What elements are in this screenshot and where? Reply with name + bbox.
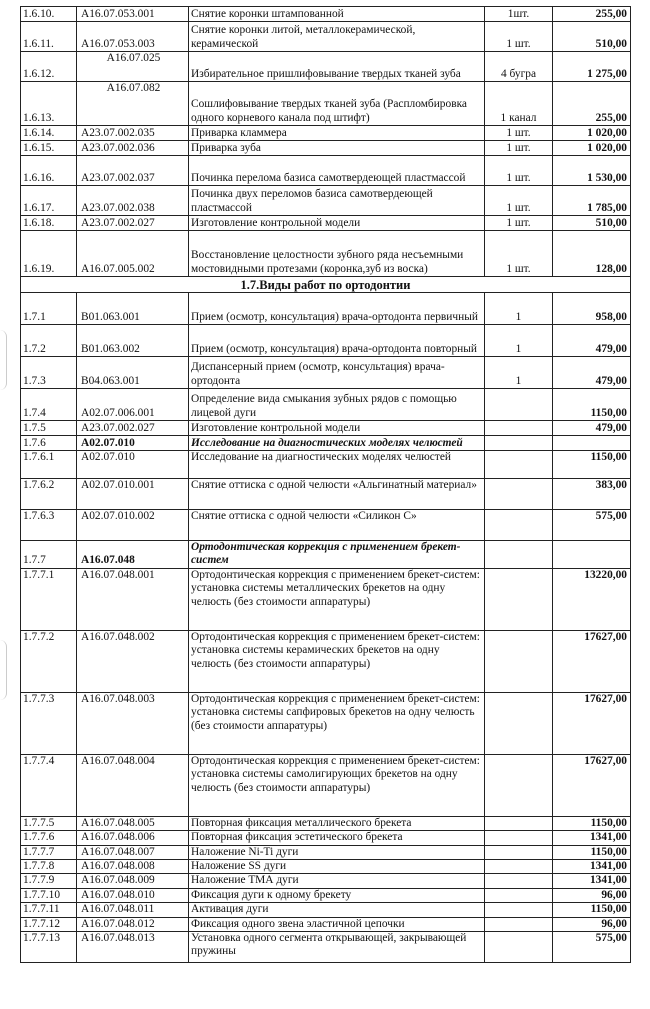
service-code: А16.07.048.010 — [77, 888, 189, 902]
row-number: 1.6.13. — [21, 82, 77, 126]
table-row — [21, 816, 631, 830]
table-row — [21, 141, 631, 156]
service-code: А16.07.048.005 — [77, 816, 189, 830]
row-number: 1.6.14. — [21, 126, 77, 141]
row-number: 1.7.6.3 — [21, 510, 77, 541]
table-group-row — [21, 541, 631, 569]
service-code: А16.07.082 — [77, 82, 189, 126]
row-number: 1.7.7.3 — [21, 692, 77, 754]
table-group-row — [21, 436, 631, 451]
row-number: 1.6.10. — [21, 7, 77, 22]
price-value: 17627,00 — [553, 692, 631, 754]
price-value: 255,00 — [553, 82, 631, 126]
service-name: Установка одного сегмента открывающей, закрывающей пружины — [189, 932, 485, 963]
service-code: А16.07.053.003 — [77, 22, 189, 52]
service-name: Повторная фиксация металлического брекета — [189, 816, 485, 830]
unit-quantity: 1 шт. — [485, 126, 553, 141]
service-code: А16.07.048.012 — [77, 917, 189, 931]
row-number: 1.7.7.12 — [21, 917, 77, 931]
row-number: 1.6.17. — [21, 186, 77, 216]
service-code: А23.07.002.037 — [77, 156, 189, 186]
unit-quantity: 1 — [485, 357, 553, 389]
service-code: А16.07.048 — [77, 541, 189, 569]
service-code: А02.07.010 — [77, 436, 189, 451]
price-value: 1 275,00 — [553, 52, 631, 82]
price-value: 1150,00 — [553, 903, 631, 917]
row-number: 1.7.7.13 — [21, 932, 77, 963]
table-row — [21, 82, 631, 126]
price-value: 1 530,00 — [553, 156, 631, 186]
price-value — [553, 436, 631, 451]
row-number: 1.7.6.1 — [21, 451, 77, 479]
service-code: А16.07.048.009 — [77, 874, 189, 888]
unit-quantity: 1 шт. — [485, 231, 553, 277]
service-name: Приварка кламмера — [189, 126, 485, 141]
row-number: 1.7.7.10 — [21, 888, 77, 902]
table-row — [21, 831, 631, 845]
unit-quantity — [485, 479, 553, 510]
service-code: А16.07.053.001 — [77, 7, 189, 22]
unit-quantity — [485, 510, 553, 541]
table-row — [21, 357, 631, 389]
service-code: А16.07.048.006 — [77, 831, 189, 845]
table-row — [21, 630, 631, 692]
service-name: Ортодонтическая коррекция с применением брекет-систем — [189, 541, 485, 569]
service-code: А16.07.048.008 — [77, 860, 189, 874]
unit-quantity — [485, 436, 553, 451]
table-row — [21, 231, 631, 277]
price-value: 1341,00 — [553, 831, 631, 845]
table-row — [21, 325, 631, 357]
price-value: 575,00 — [553, 932, 631, 963]
service-name: Прием (осмотр, консультация) врача-ортодонта повторный — [189, 325, 485, 357]
scan-mark — [0, 640, 7, 700]
price-value: 1 020,00 — [553, 141, 631, 156]
price-value: 383,00 — [553, 479, 631, 510]
service-name: Наложение Ni-Ti дуги — [189, 845, 485, 859]
service-name: Исследование на диагностических моделях челюстей — [189, 451, 485, 479]
service-code: А02.07.006.001 — [77, 389, 189, 421]
price-value: 96,00 — [553, 917, 631, 931]
row-number: 1.7.7 — [21, 541, 77, 569]
service-code: А16.07.048.002 — [77, 630, 189, 692]
price-value: 13220,00 — [553, 568, 631, 630]
unit-quantity: 1 шт. — [485, 156, 553, 186]
service-name: Сошлифовывание твердых тканей зуба (Распломбировка одного корневого канала под штифт) — [189, 82, 485, 126]
service-code: А02.07.010.002 — [77, 510, 189, 541]
unit-quantity: 1 шт. — [485, 186, 553, 216]
row-number: 1.7.2 — [21, 325, 77, 357]
table-row — [21, 917, 631, 931]
table-row — [21, 479, 631, 510]
service-name: Снятие коронки штампованной — [189, 7, 485, 22]
service-name: Активация дуги — [189, 903, 485, 917]
table-row — [21, 22, 631, 52]
service-name: Приварка зуба — [189, 141, 485, 156]
service-name: Снятие оттиска с одной челюсти «Альгинатный материал» — [189, 479, 485, 510]
price-value: 1150,00 — [553, 845, 631, 859]
service-code: А23.07.002.036 — [77, 141, 189, 156]
table-row — [21, 389, 631, 421]
table-section-prosthetics — [21, 7, 631, 277]
price-value: 17627,00 — [553, 630, 631, 692]
section-header-row — [21, 277, 631, 293]
unit-quantity: 1шт. — [485, 7, 553, 22]
table-row — [21, 293, 631, 325]
service-name: Ортодонтическая коррекция с применением брекет-систем: установка системы самолигирующих брекетов на одну челюсть (без стоимости аппаратуры) — [189, 754, 485, 816]
unit-quantity: 1 шт. — [485, 22, 553, 52]
service-name: Изготовление контрольной модели — [189, 216, 485, 231]
unit-quantity — [485, 845, 553, 859]
unit-quantity — [485, 831, 553, 845]
row-number: 1.7.7.2 — [21, 630, 77, 692]
price-value: 1341,00 — [553, 874, 631, 888]
service-name: Починка перелома базиса самотвердеющей пластмассой — [189, 156, 485, 186]
service-code: А02.07.010.001 — [77, 479, 189, 510]
row-number: 1.6.19. — [21, 231, 77, 277]
table-section-orthodontics — [21, 293, 631, 963]
price-value: 1150,00 — [553, 816, 631, 830]
row-number: 1.7.7.5 — [21, 816, 77, 830]
price-value: 1341,00 — [553, 860, 631, 874]
table-row — [21, 903, 631, 917]
row-number: 1.7.7.1 — [21, 568, 77, 630]
row-number: 1.7.7.8 — [21, 860, 77, 874]
service-code: А16.07.048.001 — [77, 568, 189, 630]
row-number: 1.6.12. — [21, 52, 77, 82]
service-name: Снятие оттиска с одной челюсти «Силикон С» — [189, 510, 485, 541]
unit-quantity — [485, 692, 553, 754]
table-row — [21, 52, 631, 82]
service-code: А16.07.025 — [77, 52, 189, 82]
table-row — [21, 216, 631, 231]
service-code: А23.07.002.035 — [77, 126, 189, 141]
row-number: 1.7.6.2 — [21, 479, 77, 510]
row-number: 1.7.7.4 — [21, 754, 77, 816]
table-row — [21, 692, 631, 754]
price-value: 128,00 — [553, 231, 631, 277]
table-row — [21, 451, 631, 479]
row-number: 1.7.3 — [21, 357, 77, 389]
unit-quantity — [485, 874, 553, 888]
service-code: А16.07.048.003 — [77, 692, 189, 754]
unit-quantity — [485, 568, 553, 630]
price-value: 479,00 — [553, 357, 631, 389]
service-name: Диспансерный прием (осмотр, консультация) врача-ортодонта — [189, 357, 485, 389]
row-number: 1.7.6 — [21, 436, 77, 451]
unit-quantity: 1 — [485, 293, 553, 325]
service-code: А23.07.002.038 — [77, 186, 189, 216]
price-value — [553, 541, 631, 569]
unit-quantity — [485, 860, 553, 874]
service-code: В01.063.002 — [77, 325, 189, 357]
price-value: 958,00 — [553, 293, 631, 325]
section-title: 1.7.Виды работ по ортодонтии — [21, 277, 631, 293]
unit-quantity — [485, 917, 553, 931]
unit-quantity: 1 — [485, 325, 553, 357]
service-name: Повторная фиксация эстетического брекета — [189, 831, 485, 845]
service-name: Восстановление целостности зубного ряда несъемными мостовидными протезами (коронка,зуб из воска) — [189, 231, 485, 277]
unit-quantity — [485, 451, 553, 479]
unit-quantity: 1 канал — [485, 82, 553, 126]
price-value: 1150,00 — [553, 389, 631, 421]
price-value: 510,00 — [553, 216, 631, 231]
price-value: 255,00 — [553, 7, 631, 22]
service-code: А16.07.048.004 — [77, 754, 189, 816]
service-name: Фиксация дуги к одному брекету — [189, 888, 485, 902]
service-name: Починка двух переломов базиса самотвердеющей пластмассой — [189, 186, 485, 216]
service-code: В04.063.001 — [77, 357, 189, 389]
service-name: Избирательное пришлифовывание твердых тканей зуба — [189, 52, 485, 82]
row-number: 1.7.5 — [21, 421, 77, 436]
service-name: Фиксация одного звена эластичной цепочки — [189, 917, 485, 931]
row-number: 1.6.16. — [21, 156, 77, 186]
price-list-page — [20, 6, 630, 963]
price-value: 575,00 — [553, 510, 631, 541]
row-number: 1.6.15. — [21, 141, 77, 156]
unit-quantity — [485, 903, 553, 917]
table-row — [21, 156, 631, 186]
price-value: 510,00 — [553, 22, 631, 52]
unit-quantity: 1 шт. — [485, 141, 553, 156]
unit-quantity — [485, 888, 553, 902]
price-value: 1 020,00 — [553, 126, 631, 141]
table-row — [21, 932, 631, 963]
row-number: 1.7.7.7 — [21, 845, 77, 859]
unit-quantity: 1 шт. — [485, 216, 553, 231]
table-row — [21, 845, 631, 859]
price-table — [20, 6, 631, 963]
scan-mark — [0, 330, 7, 390]
service-code: А23.07.002.027 — [77, 216, 189, 231]
unit-quantity: 4 бугра — [485, 52, 553, 82]
service-name: Наложение ТМА дуги — [189, 874, 485, 888]
price-value: 479,00 — [553, 325, 631, 357]
unit-quantity — [485, 421, 553, 436]
service-code: А16.07.048.013 — [77, 932, 189, 963]
unit-quantity — [485, 541, 553, 569]
row-number: 1.7.4 — [21, 389, 77, 421]
unit-quantity — [485, 389, 553, 421]
row-number: 1.6.18. — [21, 216, 77, 231]
service-code: А02.07.010 — [77, 451, 189, 479]
table-row — [21, 860, 631, 874]
service-name: Прием (осмотр, консультация) врача-ортодонта первичный — [189, 293, 485, 325]
row-number: 1.7.1 — [21, 293, 77, 325]
service-name: Снятие коронки литой, металлокерамической, керамической — [189, 22, 485, 52]
unit-quantity — [485, 932, 553, 963]
price-value: 479,00 — [553, 421, 631, 436]
row-number: 1.6.11. — [21, 22, 77, 52]
service-name: Наложение SS дуги — [189, 860, 485, 874]
table-row — [21, 7, 631, 22]
unit-quantity — [485, 816, 553, 830]
price-value: 17627,00 — [553, 754, 631, 816]
service-name: Изготовление контрольной модели — [189, 421, 485, 436]
table-row — [21, 874, 631, 888]
row-number: 1.7.7.9 — [21, 874, 77, 888]
service-name: Ортодонтическая коррекция с применением брекет-систем: установка системы сапфировых брекетов на одну челюсть (без стоимости аппаратуры) — [189, 692, 485, 754]
table-row — [21, 510, 631, 541]
service-name: Определение вида смыкания зубных рядов с помощью лицевой дуги — [189, 389, 485, 421]
service-name: Ортодонтическая коррекция с применением брекет-систем: установка системы металлических брекетов на одну челюсть (без стоимости аппаратуры) — [189, 568, 485, 630]
service-code: А23.07.002.027 — [77, 421, 189, 436]
service-code: В01.063.001 — [77, 293, 189, 325]
row-number: 1.7.7.6 — [21, 831, 77, 845]
table-row — [21, 186, 631, 216]
service-code: А16.07.048.007 — [77, 845, 189, 859]
table-row — [21, 888, 631, 902]
unit-quantity — [485, 630, 553, 692]
table-row — [21, 568, 631, 630]
table-row — [21, 754, 631, 816]
price-value: 1150,00 — [553, 451, 631, 479]
service-name: Исследование на диагностических моделях челюстей — [189, 436, 485, 451]
table-row — [21, 421, 631, 436]
price-value: 1 785,00 — [553, 186, 631, 216]
price-value: 96,00 — [553, 888, 631, 902]
service-name: Ортодонтическая коррекция с применением брекет-систем: установка системы керамических брекетов на одну челюсть (без стоимости аппаратуры) — [189, 630, 485, 692]
service-code: А16.07.048.011 — [77, 903, 189, 917]
service-code: А16.07.005.002 — [77, 231, 189, 277]
table-row — [21, 126, 631, 141]
row-number: 1.7.7.11 — [21, 903, 77, 917]
unit-quantity — [485, 754, 553, 816]
